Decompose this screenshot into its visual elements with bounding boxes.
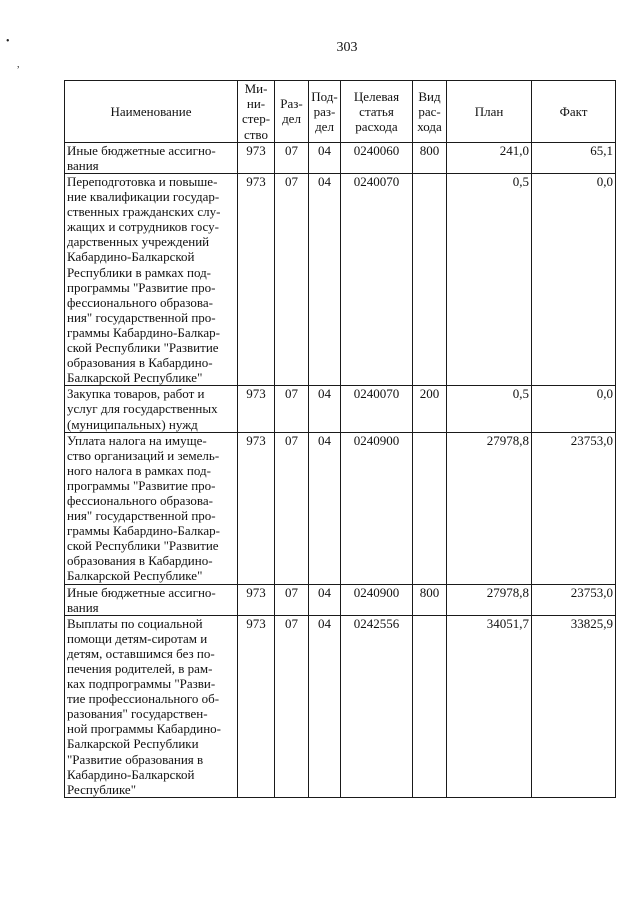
table-header-row <box>65 81 616 143</box>
header-plan: План <box>447 81 532 143</box>
cell-name: Выплаты по социальной помощи детям-сиротам и детям, оставшимся без по- печения родителей, в рам- ках подпрограммы "Разви- тие профессионального об- разования" государствен- ной программы Кабардино- Балкарской Республики "Развитие образования в Кабардино-Балкарской Республике" <box>65 615 238 797</box>
header-ministry: Ми- ни- стер- ство <box>238 81 275 143</box>
budget-table <box>64 80 616 798</box>
cell-target-item: 0240060 <box>341 142 413 173</box>
cell-name: Закупка товаров, работ и услуг для государственных (муниципальных) нужд <box>65 386 238 432</box>
header-target-item: Целевая статья расхода <box>341 81 413 143</box>
cell-plan: 0,5 <box>447 174 532 386</box>
cell-expense-type: 800 <box>413 584 447 615</box>
cell-ministry: 973 <box>238 615 275 797</box>
cell-section: 07 <box>275 584 309 615</box>
cell-fact: 23753,0 <box>532 584 616 615</box>
header-fact: Факт <box>532 81 616 143</box>
table-row <box>65 174 616 386</box>
cell-subsection: 04 <box>309 142 341 173</box>
header-name: Наименование <box>65 81 238 143</box>
cell-section: 07 <box>275 432 309 584</box>
cell-expense-type: 800 <box>413 142 447 173</box>
cell-subsection: 04 <box>309 174 341 386</box>
cell-expense-type <box>413 174 447 386</box>
table-row <box>65 432 616 584</box>
cell-ministry: 973 <box>238 584 275 615</box>
header-subsection: Под- раз- дел <box>309 81 341 143</box>
cell-target-item: 0240070 <box>341 174 413 386</box>
cell-section: 07 <box>275 615 309 797</box>
cell-plan: 27978,8 <box>447 432 532 584</box>
cell-section: 07 <box>275 174 309 386</box>
cell-name: Переподготовка и повыше- ние квалификации государ- ственных гражданских слу- жащих и сотрудников госу- дарственных учреждений Кабардино-Балкарской Республики в рамках под- программы "Развитие про- фессионального образова- ния" государственной про- граммы Кабардино-Балкар- ской Республики "Развитие образования в Кабардино- Балкарской Республике" <box>65 174 238 386</box>
cell-plan: 0,5 <box>447 386 532 432</box>
cell-target-item: 0240900 <box>341 432 413 584</box>
cell-expense-type: 200 <box>413 386 447 432</box>
table-row <box>65 584 616 615</box>
cell-expense-type <box>413 432 447 584</box>
cell-target-item: 0242556 <box>341 615 413 797</box>
table-row <box>65 142 616 173</box>
cell-name: Уплата налога на имуще- ство организаций и земель- ного налога в рамках под- программы "Развитие про- фессионального образова- ния" государственной про- граммы Кабардино-Балкар- ской Республики "Развитие образования в Кабардино- Балкарской Республике" <box>65 432 238 584</box>
table-row <box>65 386 616 432</box>
cell-expense-type <box>413 615 447 797</box>
table-row <box>65 615 616 797</box>
cell-fact: 0,0 <box>532 174 616 386</box>
scan-mark: • <box>6 36 10 47</box>
cell-ministry: 973 <box>238 142 275 173</box>
cell-name: Иные бюджетные ассигно- вания <box>65 142 238 173</box>
cell-subsection: 04 <box>309 615 341 797</box>
cell-section: 07 <box>275 142 309 173</box>
page-number: 303 <box>336 40 358 55</box>
cell-subsection: 04 <box>309 386 341 432</box>
cell-fact: 0,0 <box>532 386 616 432</box>
header-section: Раз- дел <box>275 81 309 143</box>
cell-ministry: 973 <box>238 432 275 584</box>
cell-subsection: 04 <box>309 584 341 615</box>
cell-ministry: 973 <box>238 386 275 432</box>
cell-target-item: 0240900 <box>341 584 413 615</box>
cell-plan: 27978,8 <box>447 584 532 615</box>
scan-mark: , <box>17 59 20 70</box>
header-expense-type: Вид рас- хода <box>413 81 447 143</box>
cell-plan: 241,0 <box>447 142 532 173</box>
cell-target-item: 0240070 <box>341 386 413 432</box>
cell-fact: 65,1 <box>532 142 616 173</box>
cell-subsection: 04 <box>309 432 341 584</box>
cell-fact: 33825,9 <box>532 615 616 797</box>
cell-section: 07 <box>275 386 309 432</box>
cell-ministry: 973 <box>238 174 275 386</box>
cell-fact: 23753,0 <box>532 432 616 584</box>
cell-plan: 34051,7 <box>447 615 532 797</box>
cell-name: Иные бюджетные ассигно- вания <box>65 584 238 615</box>
